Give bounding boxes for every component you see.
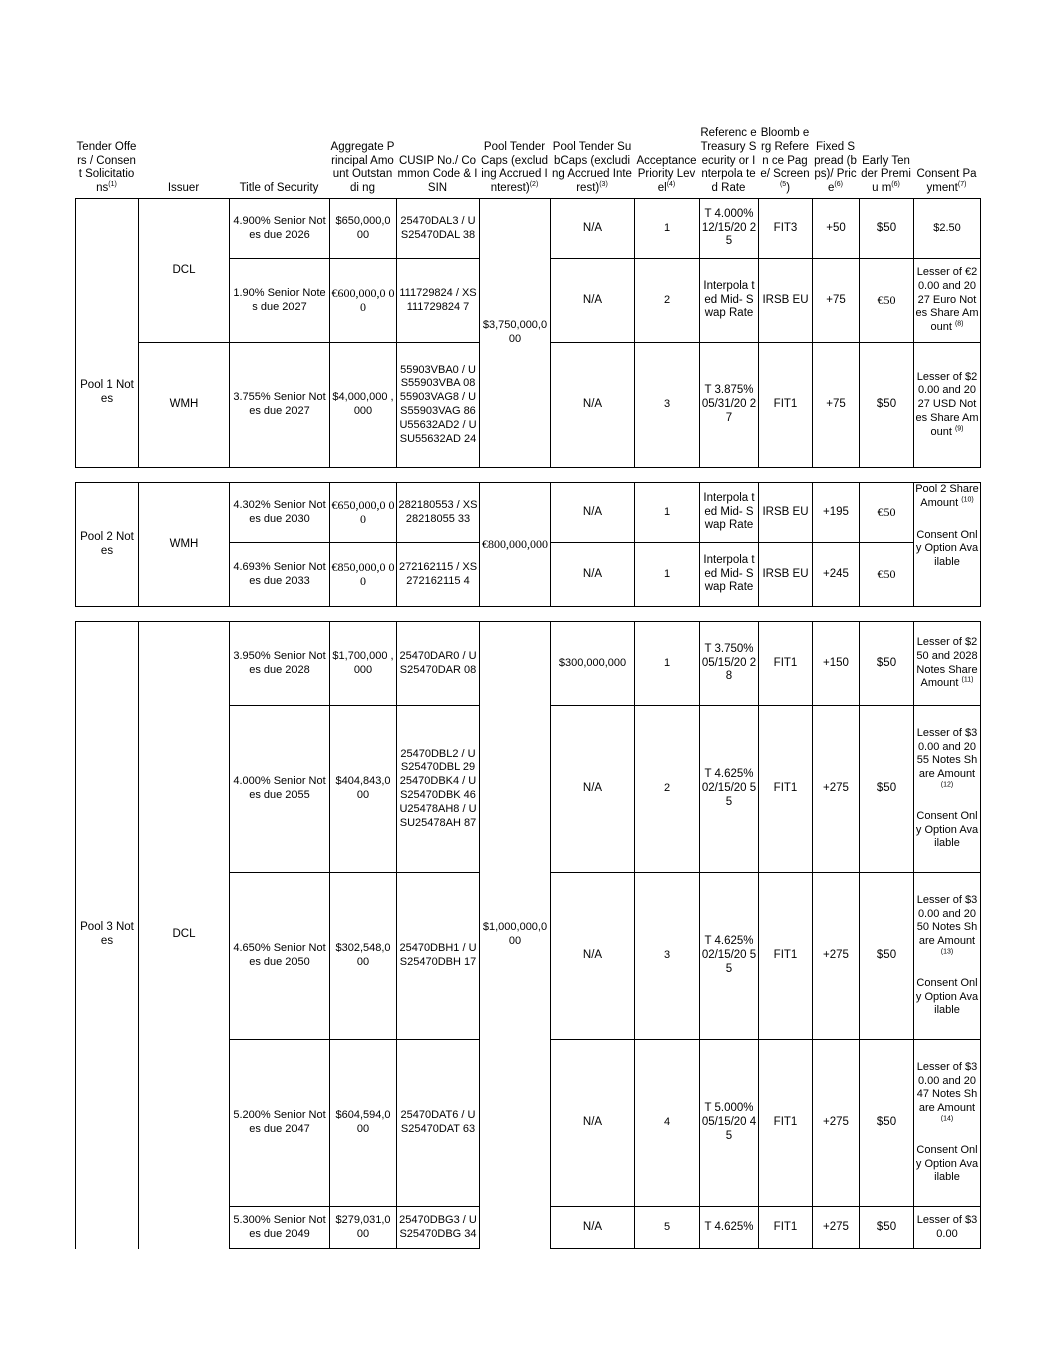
bloomberg-screen: FIT1 xyxy=(759,343,813,468)
pool-tender-cap: $1,000,000,0 00 xyxy=(480,622,551,1249)
bloomberg-screen: FIT3 xyxy=(759,199,813,259)
issuer: DCL xyxy=(139,199,230,343)
pool-2-share-amount: Pool 2 Share Amount $^{(10)}$ xyxy=(915,483,979,509)
consent-payment: Lesser of $30.00 and 2050 Notes Share Amount $^{(13)}$ Consent Only Option Available xyxy=(914,873,981,1040)
subcap: N/A xyxy=(551,706,635,873)
consent-payment: $2.50 xyxy=(914,199,981,259)
cusip: 25470DAR0 / US25470DAR 08 xyxy=(397,622,480,706)
consent-only-option: Consent Only Option Available xyxy=(915,1143,979,1184)
bloomberg-screen: IRSB EU xyxy=(759,483,813,543)
early-tender-premium: $50 xyxy=(860,1207,914,1249)
subcap: N/A xyxy=(551,343,635,468)
subcap: N/A xyxy=(551,259,635,343)
priority-level: 1 xyxy=(635,543,700,607)
security-title: 4.000% Senior Notes due 2055 xyxy=(230,706,330,873)
reference-rate: T 4.000% 12/15/20 25 xyxy=(700,199,759,259)
fixed-spread: +75 xyxy=(813,343,860,468)
principal-amount: $604,594,0 00 xyxy=(330,1040,397,1207)
security-title: 1.90% Senior Notes due 2027 xyxy=(230,259,330,343)
header-bloomberg-page: Bloomb erg Referen ce Page/ Screen$^{(5}$) xyxy=(760,127,810,195)
pool-3-table xyxy=(75,621,981,1249)
fixed-spread: +245 xyxy=(813,543,860,607)
priority-level: 1 xyxy=(635,622,700,706)
cusip: 55903VBA0 / US55903VBA 08 55903VAG8 / US55903VAG 86 U55632AD2 / USU55632AD 24 xyxy=(397,343,480,468)
header-tender-offers: Tender Offers / Consent Solicitatio $ns^{(1)}$ xyxy=(76,140,137,195)
header-early-tender-premium: Early Tender Premiu $m^{(6)}$ xyxy=(861,154,911,195)
pool-2-table xyxy=(75,482,981,607)
early-tender-premium: $50 xyxy=(860,706,914,873)
bloomberg-screen: IRSB EU xyxy=(759,259,813,343)
cusip: 111729824 / XS111729824 7 xyxy=(397,259,480,343)
subcap: N/A xyxy=(551,483,635,543)
table-row xyxy=(76,483,981,543)
table-header xyxy=(75,98,980,198)
reference-rate: T 4.625% xyxy=(700,1207,759,1249)
reference-rate: T 3.875% 05/31/20 27 xyxy=(700,343,759,468)
principal-amount: €600,000,0 00 xyxy=(330,259,397,343)
issuer: WMH xyxy=(139,483,230,607)
cusip: 25470DBG3 / US25470DBG 34 xyxy=(397,1207,480,1249)
subcap: N/A xyxy=(551,543,635,607)
priority-level: 2 xyxy=(635,259,700,343)
early-tender-premium: $50 xyxy=(860,1040,914,1207)
priority-level: 5 xyxy=(635,1207,700,1249)
header-cusip: CUSIP No./ Common Code & ISIN xyxy=(397,154,478,195)
cusip: 272162115 / XS272162115 4 xyxy=(397,543,480,607)
principal-amount: $279,031,0 00 xyxy=(330,1207,397,1249)
header-aggregate-principal: Aggregate Principal Amount Outstandi ng xyxy=(330,140,395,195)
consent-payment xyxy=(914,483,981,607)
priority-level: 2 xyxy=(635,706,700,873)
header-pool-tender-subcaps: Pool Tender SubCaps (excluding Accrued Interest)$^{(3)}$ xyxy=(552,140,632,195)
consent-payment: Lesser of $250 and 2028 Notes Share Amount $^{(11)}$ xyxy=(914,622,981,706)
reference-rate: T 4.625% 02/15/20 55 xyxy=(700,706,759,873)
reference-rate: Interpola ted Mid- Swap Rate xyxy=(700,259,759,343)
bloomberg-screen: FIT1 xyxy=(759,1040,813,1207)
header-title-of-security: Title of Security xyxy=(239,182,319,195)
reference-rate: Interpola ted Mid- Swap Rate xyxy=(700,543,759,607)
principal-amount: €850,000,0 00 xyxy=(330,543,397,607)
early-tender-premium: €50 xyxy=(860,483,914,543)
bloomberg-screen: FIT1 xyxy=(759,622,813,706)
principal-amount: $1,700,000 ,000 xyxy=(330,622,397,706)
security-title: 5.200% Senior Notes due 2047 xyxy=(230,1040,330,1207)
security-title: 4.693% Senior Notes due 2033 xyxy=(230,543,330,607)
fixed-spread: +275 xyxy=(813,706,860,873)
reference-rate: Interpola ted Mid- Swap Rate xyxy=(700,483,759,543)
fixed-spread: +75 xyxy=(813,259,860,343)
bloomberg-screen: FIT1 xyxy=(759,706,813,873)
consent-only-option: Consent Only Option Available xyxy=(915,528,979,569)
table-row xyxy=(76,622,981,706)
fixed-spread: +195 xyxy=(813,483,860,543)
priority-level: 3 xyxy=(635,873,700,1040)
subcap: N/A xyxy=(551,1040,635,1207)
fixed-spread: +275 xyxy=(813,1207,860,1249)
security-title: 3.755% Senior Notes due 2027 xyxy=(230,343,330,468)
header-issuer: Issuer xyxy=(167,182,200,195)
priority-level: 1 xyxy=(635,483,700,543)
cusip: 282180553 / XS28218055 33 xyxy=(397,483,480,543)
consent-payment: Lesser of $30.00 and 2055 Notes Share Amount $^{(12)}$ Consent Only Option Available xyxy=(914,706,981,873)
consent-payment: Lesser of $30.00 xyxy=(914,1207,981,1249)
cusip: 25470DBH1 / US25470DBH 17 xyxy=(397,873,480,1040)
cusip: 25470DAT6 / US25470DAT 63 xyxy=(397,1040,480,1207)
security-title: 4.302% Senior Notes due 2030 xyxy=(230,483,330,543)
early-tender-premium: €50 xyxy=(860,259,914,343)
fixed-spread: +275 xyxy=(813,873,860,1040)
header-acceptance-priority: Acceptance Priority Level$^{(4)}$ xyxy=(636,154,697,195)
principal-amount: $4,000,000 ,000 xyxy=(330,343,397,468)
early-tender-premium: $50 xyxy=(860,199,914,259)
principal-amount: $650,000,0 00 xyxy=(330,199,397,259)
cusip: 25470DBL2 / US25470DBL 29 25470DBK4 / US25470DBK 46 U25478AH8 / USU25478AH 87 xyxy=(397,706,480,873)
security-title: 3.950% Senior Notes due 2028 xyxy=(230,622,330,706)
tender-offer-table-page xyxy=(75,98,980,1249)
security-title: 5.300% Senior Notes due 2049 xyxy=(230,1207,330,1249)
fixed-spread: +50 xyxy=(813,199,860,259)
principal-amount: $404,843,0 00 xyxy=(330,706,397,873)
header-pool-tender-caps: Pool Tender Caps (excluding Accrued Interest)$^{(2)}$ xyxy=(480,140,549,195)
consent-payment: Lesser of $30.00 and 2047 Notes Share Amount $^{(14)}$ Consent Only Option Available xyxy=(914,1040,981,1207)
early-tender-premium: $50 xyxy=(860,343,914,468)
pool-1-table xyxy=(75,198,981,468)
subcap: N/A xyxy=(551,873,635,1040)
priority-level: 3 xyxy=(635,343,700,468)
pool-tender-cap: €800,000,000 xyxy=(480,483,551,607)
principal-amount: $302,548,0 00 xyxy=(330,873,397,1040)
bloomberg-screen: FIT1 xyxy=(759,873,813,1040)
issuer: WMH xyxy=(139,343,230,468)
subcap: N/A xyxy=(551,199,635,259)
header-fixed-spread: Fixed Spread (bps)/ Price$^{(6)}$ xyxy=(814,140,857,195)
early-tender-premium: €50 xyxy=(860,543,914,607)
reference-rate: T 3.750% 05/15/20 28 xyxy=(700,622,759,706)
reference-rate: T 4.625% 02/15/20 55 xyxy=(700,873,759,1040)
early-tender-premium: $50 xyxy=(860,622,914,706)
header-consent-payment: Consent Payment$^{(7)}$ xyxy=(916,168,977,195)
principal-amount: €650,000,0 00 xyxy=(330,483,397,543)
priority-level: 1 xyxy=(635,199,700,259)
subcap: N/A xyxy=(551,1207,635,1249)
table-row xyxy=(76,199,981,259)
bloomberg-screen: FIT1 xyxy=(759,1207,813,1249)
pool-name: Pool 3 Notes xyxy=(76,622,139,1249)
pool-name: Pool 1 Notes xyxy=(76,199,139,468)
reference-rate: T 5.000% 05/15/20 45 xyxy=(700,1040,759,1207)
cusip: 25470DAL3 / US25470DAL 38 xyxy=(397,199,480,259)
fixed-spread: +150 xyxy=(813,622,860,706)
early-tender-premium: $50 xyxy=(860,873,914,1040)
fixed-spread: +275 xyxy=(813,1040,860,1207)
bloomberg-screen: IRSB EU xyxy=(759,543,813,607)
priority-level: 4 xyxy=(635,1040,700,1207)
consent-only-option: Consent Only Option Available xyxy=(915,809,979,850)
header-reference-treasury: Referenc e Treasury Security or Interpola ted Rate xyxy=(700,127,757,195)
consent-payment: Lesser of $20.00 and 2027 USD Notes Share Amount $^{(9)}$ xyxy=(914,343,981,468)
pool-name: Pool 2 Notes xyxy=(76,483,139,607)
pool-tender-cap: $3,750,000,0 00 xyxy=(480,199,551,468)
consent-payment: Lesser of €20.00 and 2027 Euro Notes Share Amount $^{(8)}$ xyxy=(914,259,981,343)
consent-only-option: Consent Only Option Available xyxy=(915,976,979,1017)
security-title: 4.650% Senior Notes due 2050 xyxy=(230,873,330,1040)
issuer: DCL xyxy=(139,622,230,1249)
subcap: $300,000,000 xyxy=(551,622,635,706)
security-title: 4.900% Senior Notes due 2026 xyxy=(230,199,330,259)
